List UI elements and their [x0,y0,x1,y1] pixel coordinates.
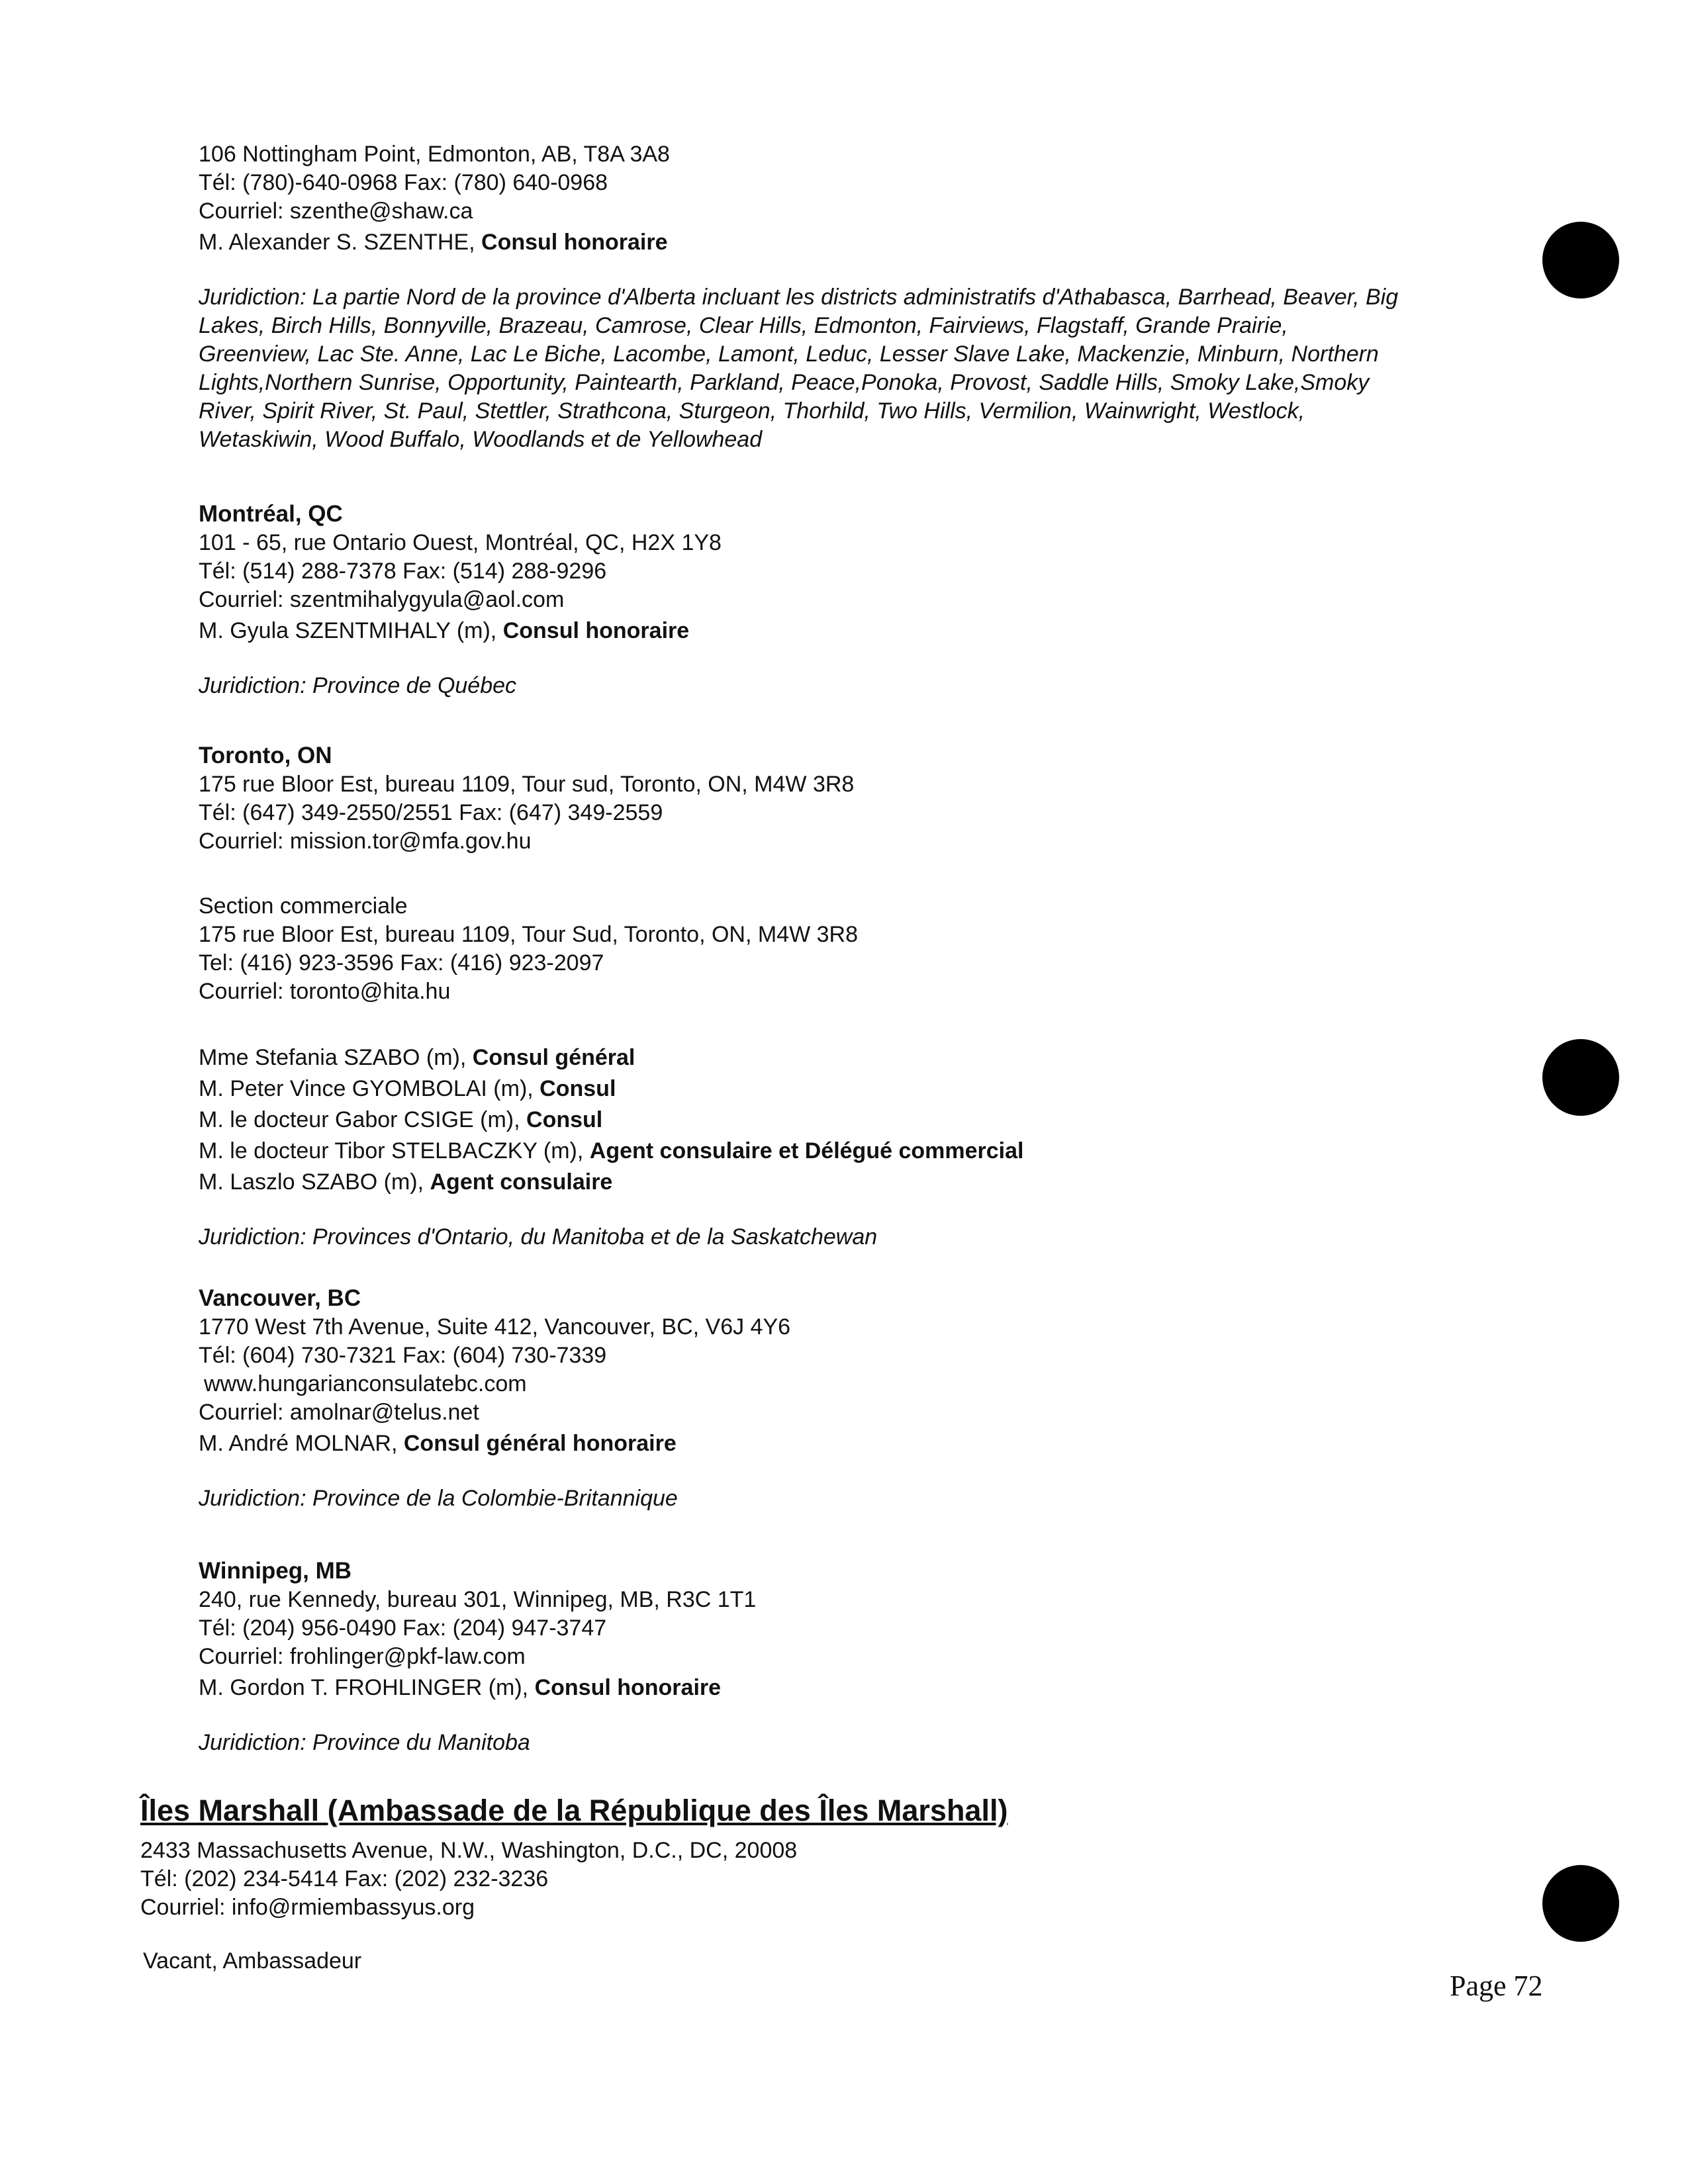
edmonton-phone: Tél: (780)-640-0968 Fax: (780) 640-0968 [199,170,608,195]
jurisdiction-line: Wetaskiwin, Wood Buffalo, Woodlands et de Yellowhead [199,427,763,452]
person-name: M. le docteur Gabor CSIGE (m), [199,1107,527,1132]
vancouver-consul [199,1428,1523,1459]
staff-member [199,1042,1523,1073]
vancouver-website: www.hungarianconsulatebc.com [204,1371,527,1396]
vancouver-jurisdiction: Juridiction: Province de la Colombie-Britannique [199,1486,678,1511]
winnipeg-email: Courriel: frohlinger@pkf-law.com [199,1644,526,1669]
jurisdiction-line: Juridiction: La partie Nord de la province d'Alberta incluant les districts administratifs d'Athabasca, Barrhead, Beaver, Big [199,285,1399,310]
commercial-email: Courriel: toronto@hita.hu [199,979,451,1004]
marshall-email: Courriel: info@rmiembassyus.org [140,1895,475,1920]
vancouver-address: 1770 West 7th Avenue, Suite 412, Vancouver, BC, V6J 4Y6 [199,1314,791,1340]
staff-member [199,1105,1523,1136]
commercial-phone: Tel: (416) 923-3596 Fax: (416) 923-2097 [199,950,604,976]
toronto-section [199,741,1523,1251]
person-title: Consul honoraire [481,230,668,255]
toronto-address: 175 rue Bloor Est, bureau 1109, Tour sud, Toronto, ON, M4W 3R8 [199,772,855,797]
toronto-commercial-section [199,892,1523,1006]
edmonton-consul [199,227,1523,258]
staff-member [199,1136,1523,1167]
punch-hole-top [1542,222,1619,298]
edmonton-address: 106 Nottingham Point, Edmonton, AB, T8A 3A8 [199,142,670,167]
vancouver-email: Courriel: amolnar@telus.net [199,1400,479,1425]
punch-hole-bottom [1542,1865,1619,1942]
vancouver-phone: Tél: (604) 730-7321 Fax: (604) 730-7339 [199,1343,607,1368]
toronto-phone: Tél: (647) 349-2550/2551 Fax: (647) 349-2559 [199,800,663,825]
jurisdiction-line: Lights,Northern Sunrise, Opportunity, Paintearth, Parkland, Peace,Ponoka, Provost, Saddle Hills, Smoky Lake,Smoky [199,370,1370,395]
person-title: Agent consulaire [430,1169,613,1195]
marshall-section [140,1837,1464,1976]
toronto-jurisdiction: Juridiction: Provinces d'Ontario, du Manitoba et de la Saskatchewan [199,1224,878,1250]
jurisdiction-line: Greenview, Lac Ste. Anne, Lac Le Biche, Lacombe, Lamont, Leduc, Lesser Slave Lake, Mackenzie, Minburn, Northern [199,341,1379,367]
montreal-section [199,500,1523,700]
person-name: M. Gyula SZENTMIHALY (m), [199,618,503,643]
winnipeg-city: Winnipeg, MB [199,1558,352,1584]
montreal-consul [199,615,1523,647]
person-title: Consul général honoraire [403,1431,677,1456]
person-title: Consul honoraire [534,1675,722,1700]
toronto-email: Courriel: mission.tor@mfa.gov.hu [199,829,532,854]
commercial-heading: Section commerciale [199,893,408,919]
person-title: Agent consulaire et Délégué commercial [589,1138,1024,1163]
montreal-email: Courriel: szentmihalygyula@aol.com [199,587,565,612]
page-number: Page 72 [1450,1970,1543,2002]
winnipeg-section [199,1557,1523,1757]
person-title: Consul [539,1076,616,1101]
winnipeg-consul [199,1672,1523,1704]
person-name: M. André MOLNAR, [199,1431,404,1456]
person-name: M. Alexander S. SZENTHE, [199,230,482,255]
person-name: M. Gordon T. FROHLINGER (m), [199,1675,535,1700]
staff-member [199,1167,1523,1198]
person-name: M. Laszlo SZABO (m), [199,1169,430,1195]
person-title: Consul honoraire [502,618,690,643]
montreal-city: Montréal, QC [199,501,343,527]
montreal-address: 101 - 65, rue Ontario Ouest, Montréal, QC, H2X 1Y8 [199,530,722,555]
montreal-jurisdiction: Juridiction: Province de Québec [199,673,517,698]
edmonton-section [199,140,1523,454]
country-heading: Îles Marshall (Ambassade de la République des Îles Marshall) [140,1794,1008,1827]
winnipeg-address: 240, rue Kennedy, bureau 301, Winnipeg, MB, R3C 1T1 [199,1587,757,1612]
edmonton-jurisdiction [199,283,1523,454]
jurisdiction-line: Lakes, Birch Hills, Bonnyville, Brazeau, Camrose, Clear Hills, Edmonton, Fairviews, Flagstaff, Grande Prairie, [199,313,1288,338]
person-name: Mme Stefania SZABO (m), [199,1045,473,1070]
montreal-phone: Tél: (514) 288-7378 Fax: (514) 288-9296 [199,559,607,584]
commercial-address: 175 rue Bloor Est, bureau 1109, Tour Sud, Toronto, ON, M4W 3R8 [199,922,858,947]
winnipeg-phone: Tél: (204) 956-0490 Fax: (204) 947-3747 [199,1615,607,1641]
person-name: M. Peter Vince GYOMBOLAI (m), [199,1076,540,1101]
winnipeg-jurisdiction: Juridiction: Province du Manitoba [199,1730,530,1755]
vancouver-section [199,1284,1523,1513]
person-title: Consul [526,1107,603,1132]
jurisdiction-line: River, Spirit River, St. Paul, Stettler, Strathcona, Sturgeon, Thorhild, Two Hills, Vermilion, Wainwright, Westlock, [199,398,1305,424]
staff-member [199,1073,1523,1105]
toronto-city: Toronto, ON [199,743,332,768]
marshall-phone: Tél: (202) 234-5414 Fax: (202) 232-3236 [140,1866,549,1891]
person-title: Consul général [472,1045,635,1070]
person-name: M. le docteur Tibor STELBACZKY (m), [199,1138,590,1163]
marshall-address: 2433 Massachusetts Avenue, N.W., Washington, D.C., DC, 20008 [140,1838,798,1863]
punch-hole-middle [1542,1039,1619,1116]
toronto-staff [199,1042,1523,1198]
edmonton-email: Courriel: szenthe@shaw.ca [199,199,473,224]
marshall-ambassador: Vacant, Ambassadeur [143,1948,362,1974]
vancouver-city: Vancouver, BC [199,1285,361,1311]
